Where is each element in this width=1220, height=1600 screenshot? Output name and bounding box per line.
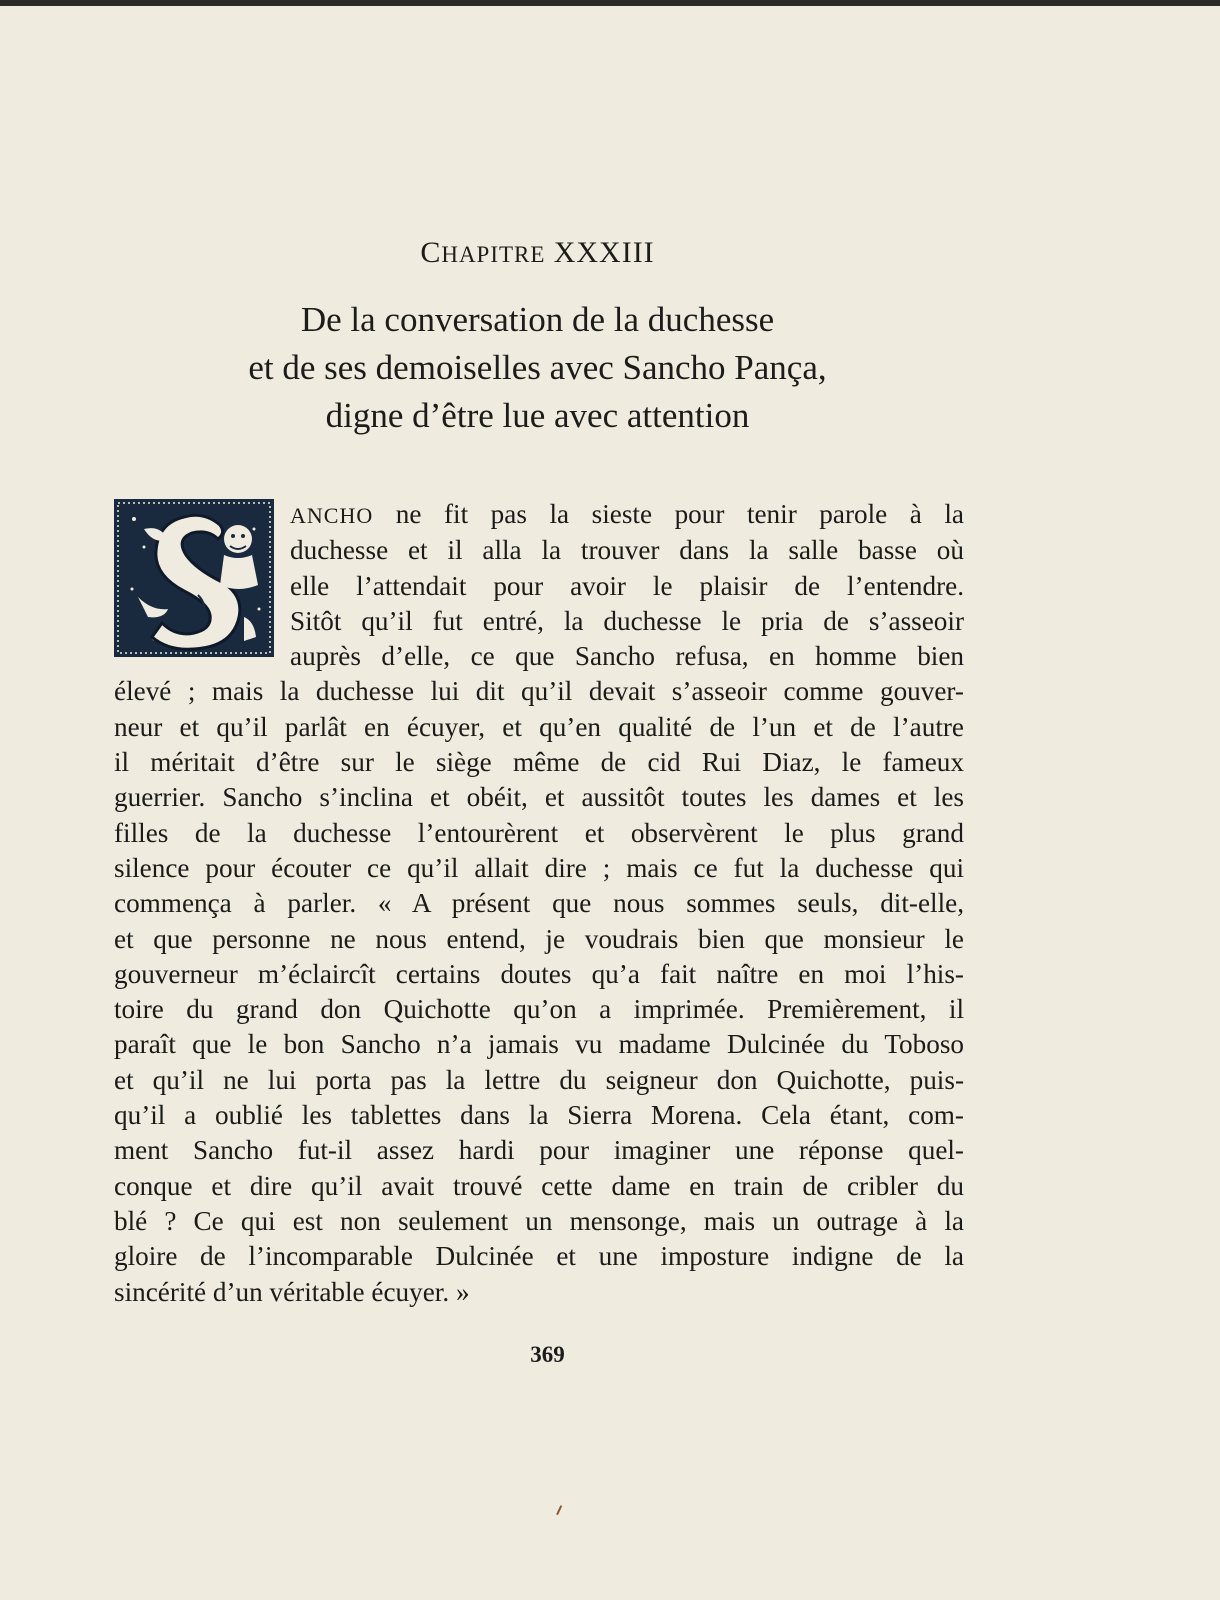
text-line: et qu’il ne lui porta pas la lettre du seigneur don Quichotte, puis-	[114, 1064, 964, 1095]
text-line: blé ? Ce qui est non seulement un mensonge, mais un outrage à la	[114, 1205, 964, 1236]
text-line: et que personne ne nous entend, je voudrais bien que monsieur le	[114, 923, 964, 954]
chapter-heading	[0, 236, 1075, 270]
text-line: commença à parler. « A présent que nous sommes seuls, dit-elle,	[114, 888, 964, 919]
text-line: neur et qu’il parlât en écuyer, et qu’en qualité de l’un et de l’autre	[114, 711, 964, 742]
text-line: Sitôt qu’il fut entré, la duchesse le pria de s’asseoir	[290, 605, 964, 636]
text-line: gouverneur m’éclaircît certains doutes qu’a fait naître en moi l’his-	[114, 958, 964, 989]
text-line: duchesse et il alla la trouver dans la salle basse où	[290, 535, 964, 566]
text-line: elle l’attendait pour avoir le plaisir de l’entendre.	[290, 570, 964, 601]
text-line: conque et dire qu’il avait trouvé cette dame en train de cribler du	[114, 1170, 964, 1201]
page-number: 369	[530, 1342, 565, 1367]
opening-word: ANCHO	[290, 503, 374, 528]
text-line: qu’il a oublié les tablettes dans la Sierra Morena. Cela étant, com-	[114, 1100, 964, 1131]
title-line: De la conversation de la duchesse	[300, 300, 775, 339]
chapter-word: HAPITRE	[441, 242, 546, 267]
text-line: silence pour écouter ce qu’il allait dire ; mais ce fut la duchesse qui	[114, 852, 964, 883]
text-line: gloire de l’incomparable Dulcinée et une imposture indigne de la	[114, 1241, 964, 1272]
text-line: toire du grand don Quichotte qu’on a imprimée. Premièrement, il	[114, 994, 964, 1025]
text-line: filles de la duchesse l’entourèrent et observèrent le plus grand	[114, 817, 964, 848]
text-line: paraît que le bon Sancho n’a jamais vu madame Dulcinée du Toboso	[114, 1029, 964, 1060]
chapter-numeral: XXXIII	[553, 236, 655, 269]
chapter-initial: C	[420, 236, 442, 269]
page-top-edge	[0, 0, 1220, 6]
title-line: digne d’être lue avec attention	[325, 396, 750, 435]
text-line: guerrier. Sancho s’inclina et obéit, et aussitôt toutes les dames et les	[114, 782, 964, 813]
text-line: élevé ; mais la duchesse lui dit qu’il devait s’asseoir comme gouver-	[114, 676, 964, 707]
text-line: sincérité d’un véritable écuyer. »	[114, 1276, 470, 1307]
text-line-content: ne fit pas la sieste pour tenir parole à la	[373, 499, 964, 529]
ink-mark	[556, 1505, 566, 1517]
text-line: auprès d’elle, ce que Sancho refusa, en homme bien	[290, 641, 964, 672]
text-line: ment Sancho fut-il assez hardi pour imaginer une réponse quel-	[114, 1135, 964, 1166]
chapter-body-text	[114, 497, 964, 1310]
title-line: et de ses demoiselles avec Sancho Pança,	[248, 348, 827, 387]
chapter-title	[0, 296, 1075, 440]
text-line	[290, 497, 964, 533]
text-line: il méritait d’être sur le siège même de cid Rui Diaz, le fameux	[114, 747, 964, 778]
